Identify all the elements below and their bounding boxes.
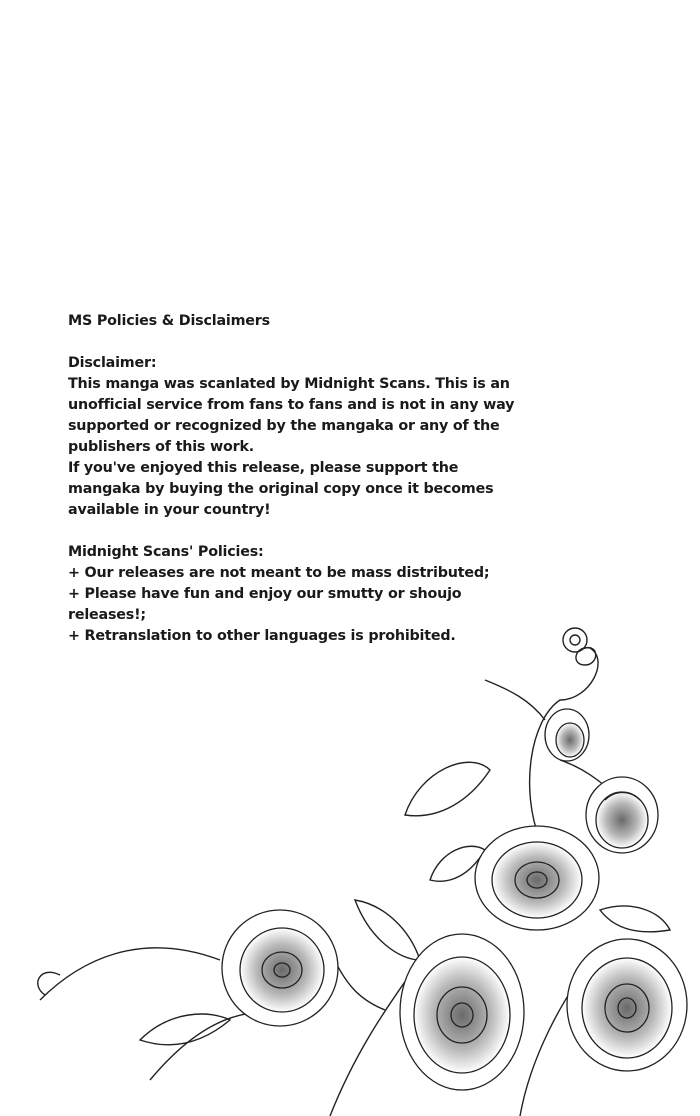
disclaimer-line: unofficial service from fans to fans and is not in any way	[68, 397, 515, 413]
rose	[400, 934, 524, 1090]
disclaimer-line: publishers of this work.	[68, 439, 255, 455]
rose	[567, 939, 687, 1071]
disclaimer-line: supported or recognized by the mangaka or any of the	[68, 418, 500, 434]
leaf	[600, 906, 670, 932]
leaf	[330, 950, 385, 1010]
vine-curl	[570, 635, 580, 645]
page-title: MS Policies & Disclaimers	[68, 313, 270, 329]
policies-heading: Midnight Scans' Policies:	[68, 544, 264, 560]
policy-line: releases!;	[68, 607, 146, 623]
disclaimer-line: available in your country!	[68, 502, 271, 518]
vine-stem	[485, 680, 545, 720]
disclaimer-line: If you've enjoyed this release, please support the	[68, 460, 459, 476]
policy-line: + Retranslation to other languages is prohibited.	[68, 628, 456, 644]
rose	[586, 777, 658, 853]
rose-bud	[545, 709, 589, 761]
leaf	[140, 1014, 230, 1045]
policy-line: + Please have fun and enjoy our smutty or shoujo	[68, 586, 462, 602]
rose	[475, 826, 599, 930]
disclaimer-line: This manga was scanlated by Midnight Scans. This is an	[68, 376, 510, 392]
leaf	[355, 900, 420, 960]
disclaimer-line: mangaka by buying the original copy once it becomes	[68, 481, 494, 497]
vine-curl	[563, 628, 587, 652]
disclaimer-heading: Disclaimer:	[68, 355, 157, 371]
policy-line: + Our releases are not meant to be mass distributed;	[68, 565, 490, 581]
rose	[222, 910, 338, 1026]
vine-stem	[40, 948, 220, 1000]
leaf	[405, 762, 490, 816]
